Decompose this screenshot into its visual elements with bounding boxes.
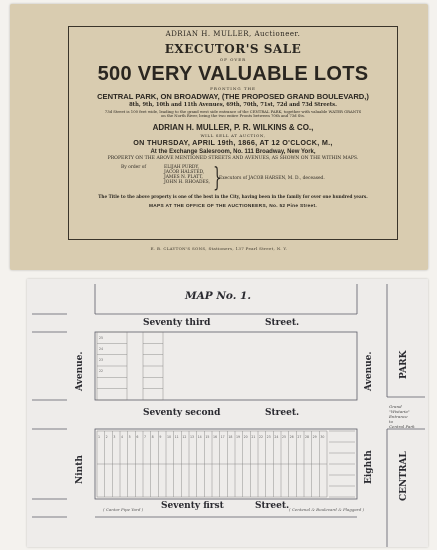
by-order-label: By order of (121, 164, 147, 170)
lot-number: 24 (99, 347, 104, 351)
lot-number: 24 (274, 435, 279, 439)
lot-number: 23 (266, 435, 271, 439)
lot-number: 17 (220, 435, 225, 439)
street-note-1: 73d Street is 100 feet wide, leading to the grand west side entrance of the CENTRAL PARK, together with valuable WATER GRANTS (104, 108, 362, 114)
salesroom-line: At the Exchange Salesroom, No. 111 Broadway, New York, (150, 148, 316, 155)
grand-entrance-line: "Wistaria" (389, 409, 410, 414)
executor-name: JOHN H. RHOADES, (164, 179, 210, 185)
avenue-right-label: Avenue. (364, 351, 374, 391)
executor-name: ELIJAH PURDY, (164, 164, 200, 170)
executor-name: JAMES N. PLATT, (164, 174, 203, 180)
lot-number: 15 (205, 435, 210, 439)
poster-sheet (10, 4, 428, 270)
auctioneer-line: ADRIAN H. MULLER, Auctioneer. (165, 30, 301, 38)
executor-name: JACOB HALSTED, (164, 169, 205, 175)
central-label: CENTRAL (399, 451, 409, 501)
ninth-label: Ninth (75, 455, 85, 484)
grand-entrance-line: Central Park (389, 424, 415, 429)
map-title: MAP No. 1. (185, 290, 252, 302)
lot-number: 2 (105, 435, 108, 439)
lot-number: 11 (174, 435, 179, 439)
brace-glyph: } (213, 162, 222, 193)
lot-number: 7 (144, 435, 147, 439)
will-sell-line: WILL SELL AT AUCTION, (200, 132, 266, 138)
lot-number: 6 (136, 435, 139, 439)
grand-entrance-line: to (389, 419, 394, 424)
grand-entrance-line: Grand (389, 404, 402, 409)
lot-number: 22 (99, 369, 104, 373)
grand-entrance-note (389, 404, 415, 429)
seventy-second-label: Seventy second (143, 408, 221, 418)
lot-number: 18 (228, 435, 233, 439)
lot-number: 28 (305, 435, 310, 439)
lot-number: 26 (289, 435, 294, 439)
right-block-note: ( Centenal & Boulevard & Plaggard ) (289, 507, 365, 512)
maps-office-line: MAPS AT THE OFFICE OF THE AUCTIONEERS, No. 52 Pine Street. (148, 203, 318, 209)
lot-number: 9 (159, 435, 162, 439)
lot-number: 30 (320, 435, 325, 439)
central-park-line: CENTRAL PARK, ON BROADWAY, (THE PROPOSED GRAND BOULEVARD,) (97, 92, 369, 102)
lot-number: 8 (151, 435, 154, 439)
seventy-first-label: Seventy first (161, 501, 224, 511)
avenue-left-label: Avenue. (75, 351, 85, 391)
poster-heading: EXECUTOR'S SALE (164, 42, 302, 57)
auctioneers-line: ADRIAN H. MULLER, P. R. WILKINS & CO., (152, 123, 314, 133)
avenues-line: 8th, 9th, 10th and 11th Avenues, 69th, 70th, 71st, 72d and 73d Streets. (129, 101, 337, 108)
lot-number: 19 (236, 435, 241, 439)
executors-block (69, 164, 397, 194)
lot-number: 1 (98, 435, 101, 439)
street-note-2: on the North River, being the two entire Fronts between 70th and 73d Sts. (160, 113, 306, 119)
executors-of-label: Executors of JACOB HARSEN, M. D., deceased. (219, 175, 325, 181)
lot-number: 20 (243, 435, 248, 439)
of-over-line: OF OVER (219, 56, 247, 62)
title-note: The Title to the above property is one of the best in the City, having been in the family for over one hundred years. (98, 193, 368, 199)
lot-number: 27 (297, 435, 302, 439)
left-block-note: ( Cantor Pipe Yard ) (103, 507, 144, 512)
printer-imprint: E. B. CLAYTON'S SONS, Stationers, 137 Pearl Street, N. Y. (150, 246, 288, 251)
poster-border (68, 26, 398, 240)
lots-headline: 500 VERY VALUABLE LOTS (97, 63, 369, 86)
fronting-line: FRONTING THE (210, 86, 256, 92)
map-drawing (27, 279, 428, 547)
seventy-third-label: Seventy third (143, 318, 211, 328)
lot-number: 10 (167, 435, 172, 439)
lot-number: 12 (182, 435, 187, 439)
lot-number: 25 (282, 435, 287, 439)
sale-date-line: ON THURSDAY, APRIL 19th, 1866, AT 12 O'CLOCK, M., (133, 138, 333, 148)
lot-number: 16 (213, 435, 218, 439)
lot-number: 4 (121, 435, 124, 439)
street-label-bottom: Street. (255, 501, 290, 511)
lot-number: 21 (251, 435, 256, 439)
grand-entrance-line: Entrance (389, 414, 408, 419)
street-label-mid: Street. (265, 408, 300, 418)
map-sheet (27, 279, 428, 547)
park-label: PARK (399, 350, 409, 379)
executor-names (164, 165, 210, 185)
street-label-top: Street. (265, 318, 300, 328)
lot-number: 5 (128, 435, 131, 439)
lot-number: 13 (190, 435, 195, 439)
lot-number: 14 (197, 435, 202, 439)
eighth-label: Eighth (364, 450, 374, 484)
lot-number: 23 (99, 358, 104, 362)
lot-number: 25 (99, 336, 104, 340)
lot-number: 22 (259, 435, 264, 439)
lot-number: 29 (312, 435, 317, 439)
lot-number: 3 (113, 435, 116, 439)
property-line: PROPERTY ON THE ABOVE MENTIONED STREETS AND AVENUES, AS SHOWN ON THE WITHIN MAPS. (107, 156, 359, 162)
